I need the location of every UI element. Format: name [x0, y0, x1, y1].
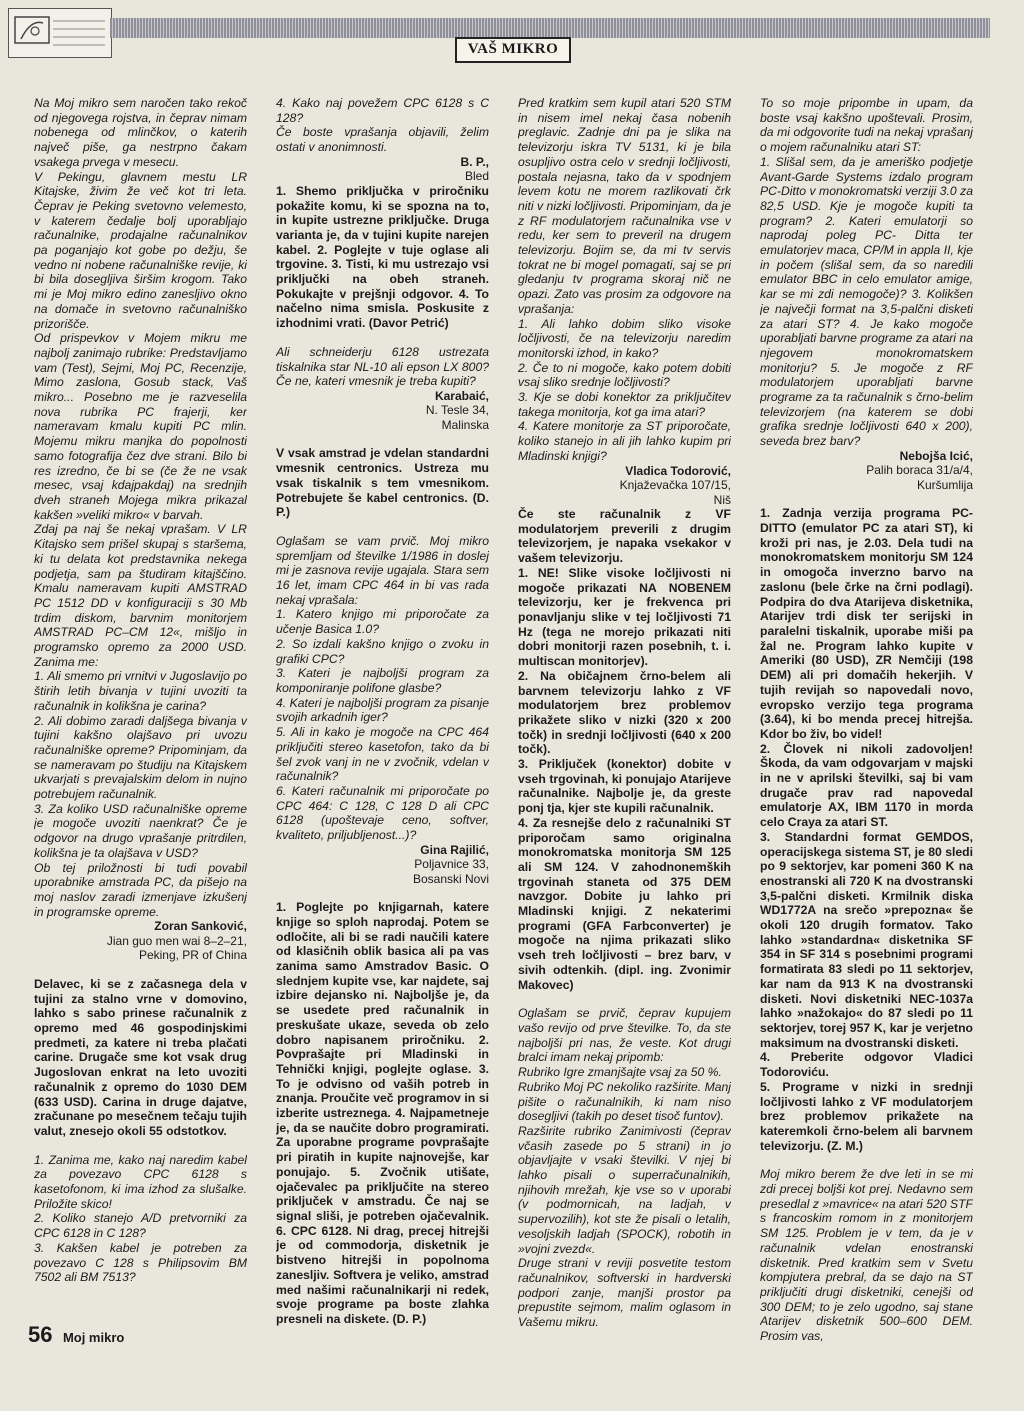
letter-paragraph: Oglašam se prvič, čeprav kupujem vašo revijo od prve številke. To, da ste najboljši pri nas, že veste. Kot drugi bralci imam nekaj pripomb: — [518, 1006, 731, 1065]
letter-signature — [276, 389, 489, 433]
letter-paragraph: Ali schneiderju 6128 ustrezata tiskalnika star NL-10 ali epson LX 800? Če ne, kateri vmesnik je treba kupiti? — [276, 344, 489, 389]
letter-paragraph: 4. Kako naj povežem CPC 6128 s C 128? — [276, 96, 489, 125]
answer-paragraph: 1. Shemo priključka v priročniku pokažite komu, ki se spozna na to, in kupite ustrezne priključke. Druga varianta je, da v tujini kupite narejen kabel. 2. Poglejte v tuje oglase ali trgovine. 3. Tisti, ki mu ustrezajo vsi priključki na obeh straneh. Pokukajte v prejšnji odgovor. 4. To načelno nima smisla. Poskusite z izhodnimi vrati. (Davor Petrić) — [276, 183, 489, 331]
letter-paragraph: Pred kratkim sem kupil atari 520 STM in nisem imel nekaj časa nobenih preglavic. Zadnje dni pa je slika na televizorju iskra TV 5131, ki je bila osupljivo ostra celo v srednji ločljivosti, postala nejasna, tako da v spodnjem levem kotu ne morem razlikovati črk niti v nizki ločljivosti. Pripominjam, da je z RF modulatorjem računalnika vse v redu, ker sem to preveril na drugem televizorju. Bojim se, da mi tv servis tokrat ne bi mogel pomagati, saj se pri gledanju tv programa skoraj nič ne opazi. Zato vas prosim za odgovore na vprašanja: — [518, 96, 731, 316]
column-1 — [34, 96, 247, 1346]
letter-signature — [276, 843, 489, 887]
letter-paragraph: 2. Ali dobimo zaradi daljšega bivanja v tujini kakšno olajšavo pri uvozu računalniške opreme? Pripominjam, da se nameravam po študiju na Kitajskem ukvarjati s prevajalskim delom in nujno potrebujem računalnik. — [34, 713, 247, 802]
page-number: 56 — [28, 1322, 53, 1347]
letter-signature — [760, 449, 973, 493]
letter-paragraph: Ob tej priložnosti bi tudi povabil uporabnike amstrada PC, da pišejo na moj naslov zaradi izmenjave izkušenj in programske opreme. — [34, 860, 247, 919]
letter-paragraph: 2. So izdali kakšno knjigo o zvoku in grafiki CPC? — [276, 636, 489, 666]
answer-paragraph: 1. NE! Slike visoke ločljivosti ni mogoče prikazati NA NOBENEM televizorju, ker je frekvenca pri ponavljanju slike v tej ločljivosti 71 Hz (tega ne morejo prikazati niti dobri monitorji razen posebnih, t. i. multiscan monitorjev). — [518, 565, 731, 669]
letter-paragraph: 3. Kakšen kabel je potreben za povezavo C 128 s Philipsovim BM 7502 ali BM 7513? — [34, 1240, 247, 1285]
page-footer — [28, 1322, 124, 1348]
letter-paragraph: 1. Ali lahko dobim sliko visoke ločljivosti, če na televizorju naredim monitorski izhod, in kako? — [518, 316, 731, 360]
letter-paragraph: Razširite rubriko Zanimivosti (čeprav včasih zasede po 5 strani) in jo objavljajte v vsaki številki. V njej bi lahko pisali o superračunalnikih, njihovih mrežah, kje vse so v uporabi (v podmornicah, na ladjah, v supervozilih), kot ste že pisali o letalih, vesoljskih ladjah (SPOCK), robotih in »vojni zvezd«. — [518, 1123, 731, 1256]
signature-name: Nebojša Icić, — [899, 448, 973, 463]
letter-paragraph: 1. Ali smemo pri vrnitvi v Jugoslavijo po štirih letih bivanja v tujini uvoziti ta računalnik in kolikšna je carina? — [34, 669, 247, 713]
letter-paragraph: 4. Kateri je najboljši program za pisanje svojih arkadnih iger? — [276, 695, 489, 725]
signature-city: Bled — [464, 169, 489, 184]
letter-paragraph: Če boste vprašanja objavili, želim ostati v anonimnosti. — [276, 125, 489, 155]
letter-paragraph: 1. Slišal sem, da je ameriško podjetje Avant-Garde Systems izdalo program PC-Ditto v monokromatski verziji 3.0 za 82,5 USD. Kje je mogoče kupiti ta program? 2. Kateri emulatorji so naprodaj poleg PC- Ditta ter emulatorjev maca, CP/M in appla II, kje in počem (slišal sem, da so naredili emulator BBC in celo emulator amige, kar se mi zdi nemogoče)? 3. Kolikšen je največji format na 3,5-palčni disketi za atari ST? 4. Je kako mogoče uporabljati barvne programe za atari na njegovem monokromatskem monitorju? 5. Je mogoče z RF modulatorjem uporabljati barvne programe za ta računalnik s črno-belim televizorjem (na katerem se dobi grafika srednje ločljivosti 640 x 200), seveda brez barv? — [760, 154, 973, 449]
letter-paragraph: To so moje pripombe in upam, da boste vsaj kakšno upoštevali. Prosim, da mi odgovorite tudi na nekaj vprašanj o mojem računalniku atari ST: — [760, 96, 973, 155]
signature-address: N. Tesle 34, — [425, 403, 489, 418]
letter-signature — [518, 464, 731, 508]
answer-paragraph: Delavec, ki se z začasnega dela v tujini za stalno vrne v domovino, lahko s sabo prinese računalnik z opremo med 46 gospodinjskimi predmeti, za katere ni treba plačati carine. Drugače sme kot vsak drug Jugoslovan enkrat na leto uvoziti računalnik z opremo do 1030 DEM (633 USD). Carina in druge dajatve, zračunane po mesečnem tečaju tujih valut, znesejo okoli 55 odstotkov. — [34, 976, 247, 1138]
answer-paragraph: 4. Preberite odgovor Vladici Todoroviću. — [760, 1050, 973, 1080]
signature-name: Zoran Sanković, — [154, 919, 247, 934]
answer-paragraph: 5. Programe v nizki in srednji ločljivosti lahko z VF modulatorjem brez problemov prikažete na kateremkoli črno-belem ali barvnem televizorju. (Z. M.) — [760, 1079, 973, 1153]
letter-signature — [276, 155, 489, 184]
answer-paragraph: 2. Človek ni nikoli zadovoljen! Škoda, da vam odgovarjam v majski in ne v aprilski številki, saj bi vam drugače prav rad napovedal emulatorje AX, IBM 1170 in morda celo Craya za atari ST. — [760, 741, 973, 830]
answer-paragraph: 4. Za resnejše delo z računalniki ST priporočam samo originalna monokromatska monitorja SM 125 ali SM 124. V zahodnonemških trgovinah staneta od 375 DEM navzgor. Dobite ju lahko pri Mladinski knjigi. Z nekaterimi programi (GFA Farbconverter) je mogoče na njima prikazati sliko vseh treh ločljivosti – brez barv, v sivih odtenkih. (dipl. ing. Zvonimir Makovec) — [518, 815, 731, 992]
letter-paragraph: Zdaj pa naj še nekaj vprašam. V LR Kitajsko sem prišel skupaj s staršema, ki tu delata kot predstavnika nekega podjetja, sam pa študiram kitajščino. Kmalu nameravam kupiti AMSTRAD PC 1512 DD v konfiguraciji s 30 Mb trdim diskom, barvnim monitorjem AMSTRAD PC–CM 12«, mišljo in programsko opremo za 2000 USD. Zanima me: — [34, 522, 247, 669]
signature-name: Gina Rajilić, — [420, 842, 489, 857]
signature-city: Niš — [713, 492, 731, 507]
answer-paragraph: Če ste računalnik z VF modulatorjem preverili z drugim televizorjem, je napaka vsekakor v vašem televizorju. — [518, 507, 731, 566]
signature-name: Karabaić, — [434, 388, 489, 403]
letter-paragraph: 5. Ali in kako je mogoče na CPC 464 priključiti stereo kasetofon, tako da bi šel zvok vanj in ne v zvočnik, vdelan v računalnik? — [276, 725, 489, 784]
letter-paragraph: V Pekingu, glavnem mestu LR Kitajske, živim že več kot tri leta. Čeprav je Peking svetovno velemesto, v katerem čedalje bolj uporabljajo računalnike, prodajalne računalnikov pa poganjajo kot gobe po dežju, še vedno ni nobene računalniške revije, ki bi bila dosegljiva širšim krogom. Tako mi je Moj mikro edino zanesljivo okno na domače in svetovno računalniško prizorišče. — [34, 169, 247, 331]
letter-paragraph: Rubriko Igre zmanjšajte vsaj za 50 %. — [518, 1065, 722, 1080]
letter-paragraph: 3. Kje se dobi konektor za priključitev takega monitorja, kot ga ima atari? — [518, 390, 731, 419]
letter-paragraph: Moj mikro berem že dve leti in se mi zdi precej boljši kot prej. Nedavno sem presedlal z »mavrice« na atari 520 STF s francoskim romom in z monitorjem SM 125. Problem je v tem, da je v računalnik vdelan enostranski disketnik. Pred kratkim sem v Svetu kompjutera prebral, da se dajo na ST priključiti drugi disketniki, cenejši od 300 DEM; to je zelo ugodno, saj stane Atarijev disketnik 500–600 DEM. Prosim vas, — [760, 1167, 973, 1344]
signature-name: B. P., — [460, 154, 489, 169]
letter-paragraph: Od prispevkov v Mojem mikru me najbolj zanimajo rubrike: Predstavljamo vam (Test), Sejmi, Moj PC, Recenzije, Mimo zaslona, Gosub stack, Vaš mikro... Posebno me je razveselila nova rubrika PC frajerji, ker nameravam kmalu kupiti PC mlin. Mojemu mikru manjka do popolnosti samo fotografija čez dve strani. Bilo bi res izredno, če bi se (če že ne vsak mesec, vsaj kdajpakdaj) na srednjih dveh straneh Mojega mikra prikazal kakšen »veliki mikro« v barvah. — [34, 331, 247, 522]
letter-paragraph: 6. Kateri računalnik mi priporočate po CPC 464: C 128, C 128 D ali CPC 6128 (upoštevaje ceno, softver, kvaliteto, priljubljenost...)? — [276, 783, 489, 843]
magazine-name: Moj mikro — [62, 1330, 125, 1345]
column-4 — [760, 96, 973, 1346]
answer-paragraph: 2. Na običajnem črno-belem ali barvnem televizorju lahko z VF modulatorjem brez problemov prikažete sliko v nizki (320 x 200 točk) in srednji ločljivosti (640 x 200 točk). — [518, 668, 731, 757]
letter-paragraph: 2. Koliko stanejo A/D pretvorniki za CPC 6128 in C 128? — [34, 1211, 247, 1241]
signature-address: Poljavnice 33, — [414, 857, 489, 872]
letter-paragraph: 3. Kateri je najboljši program za komponiranje polifone glasbe? — [276, 666, 489, 695]
letter-signature — [34, 919, 247, 963]
signature-address: Jian guo men wai 8–2–21, — [106, 933, 247, 948]
letter-paragraph: Druge strani v reviji posvetite testom računalnikov, softverski in hardverski podpori zanje, manjši prostor pa prepustite sejmom, malim oglasom in Vašemu mikru. — [518, 1256, 731, 1330]
signature-name: Vladica Todorović, — [625, 463, 731, 478]
section-logo-icon — [8, 8, 112, 58]
letter-paragraph: Na Moj mikro sem naročen tako rekoč od njegovega rojstva, in čeprav nimam nobenega od mlinčkov, o katerih največ piše, ga nestrpno čakam vsakega prvega v mesecu. — [34, 96, 247, 169]
answer-paragraph: 1. Poglejte po knjigarnah, katere knjige so sploh naprodaj. Potem se odločite, ali bi se radi naučili katere od klasičnih oblik basica ali pa vas zanima samo Amstradov Basic. O slednjem kupite vse, kar najdete, saj izbire dejansko ni. Najboljše je, da se usedete pred računalnik in preskušate ukaze, seveda ob zelo dobro napisanem priročniku. 2. Povprašajte pri Mladinski in Tehnički knjigi, poglejte oglase. 3. To je odvisno od vaših potreb in znanja. Proučite več programov in si izberite ustreznega. 4. Najpametneje je, da se naučite dobro programirati. Za uporabne programe povprašajte pri piratih in kupite najnovejše, kar ponujajo. 5. Zvočnik utišate, ojačevalec pa priključite na stereo priključek v amstradu. Če naj se signal sliši, je potreben ojačevalnik. 6. CPC 6128. Ni drag, precej hitrejši je od commodorja, disketnik je bistveno hitrejši in popolnoma zanesljiv. Softvera je veliko, amstrad med našimi računalnikarji ni redek, svoje programe pa boste zlahka presneli na diskete. (D. P.) — [276, 900, 489, 1326]
header-band — [110, 18, 990, 38]
signature-city: Bosanski Novi — [412, 871, 489, 886]
answer-paragraph: 1. Zadnja verzija programa PC-DITTO (emulator PC za atari ST), ki kroži pri nas, je 2.03. Dela tudi na monokromatskem monitorju SM 124 in omogoča inverzno barvo na zaslonu (bele črke na črni podlagi). Podpira do dva Atarijeva disketnika, Atarijev trdi disk ter serijski in paralelni tiskalnik, uporabe miši pa žal ne. Program lahko kupite v Ameriki (80 USD), ZR Nemčiji (198 DEM) ali pri domačih hekerjih. V tujih revijah so napovedali novo, evropsko verzijo tega programa (3.64), ki bo menda precej hitrejša. Kdor bo živ, bo videl! — [760, 506, 973, 741]
section-title: VAŠ MIKRO — [455, 37, 571, 63]
letter-paragraph: 4. Katere monitorje za ST priporočate, koliko stanejo in ali jih lahko kupim pri Mladinski knjigi? — [518, 419, 731, 463]
signature-city: Kuršumlija — [916, 477, 973, 492]
letter-paragraph: 3. Za koliko USD računalniške opreme je mogoče uvoziti naenkrat? Če je odgovor na drugo vprašanje pritrdilen, kolikšna je ta olajšava v USD? — [34, 801, 247, 860]
answer-paragraph: 3. Priključek (konektor) dobite v vseh trgovinah, ki ponujajo Atarijeve računalnike. Najbolje je, da greste ponj tja, kjer ste kupili računalnik. — [518, 757, 731, 816]
signature-address: Knjaževačka 107/15, — [619, 478, 731, 493]
column-3 — [518, 96, 731, 1346]
answer-paragraph: 3. Standardni format GEMDOS, operacijskega sistema ST, je 80 sledi po 9 sektorjev, kar pomeni 360 K na enostranski ali 720 K na dvostranski 3,5-palčni disketi. Krmilnik diska WD1772A na srečo »prepozna« še okoli 120 drugih formatov. Tako lahko »standardna« disketnika SF 354 in SF 314 s posebnimi programi formatirata 83 sledi po 11 sektorjev, kar nam da 913 K na dvostranski disketi. Novi disketniki NEC-1037a lahko »nažokajo« do 87 sledi po 11 sektorjev, torej 957 K, kar je verjetno maksimum na dvostranski disketi. — [760, 829, 973, 1050]
signature-city: Peking, PR of China — [138, 948, 247, 963]
column-2 — [276, 96, 489, 1346]
letter-paragraph: 2. Če to ni mogoče, kako potem dobiti vsaj sliko srednje ločljivosti? — [518, 360, 731, 390]
letter-paragraph: Rubriko Moj PC nekoliko razširite. Manj pišite o računalnikih, ki nam niso dosegljivi (takih po deset tisoč funtov). — [518, 1079, 731, 1124]
letter-paragraph: 1. Zanima me, kako naj naredim kabel za povezavo CPC 6128 s kasetofonom, ki ima izhod za slušalke. Priložite skico! — [34, 1152, 247, 1211]
signature-address: Palih boraca 31/a/4, — [866, 463, 973, 478]
answer-paragraph: V vsak amstrad je vdelan standardni vmesnik centronics. Ustreza mu vsak tiskalnik s tem vmesnikom. Potrebujete še kabel centronics. (D. P.) — [276, 446, 489, 520]
signature-city: Malinska — [441, 417, 489, 432]
letter-paragraph: 1. Katero knjigo mi priporočate za učenje Basica 1.0? — [276, 607, 489, 637]
letter-paragraph: Oglašam se vam prvič. Moj mikro spremljam od številke 1/1986 in doslej mi je zasnova revije ugajala. Stara sem 16 let, imam CPC 464 in bi vas rada nekaj vprašala: — [276, 533, 489, 607]
